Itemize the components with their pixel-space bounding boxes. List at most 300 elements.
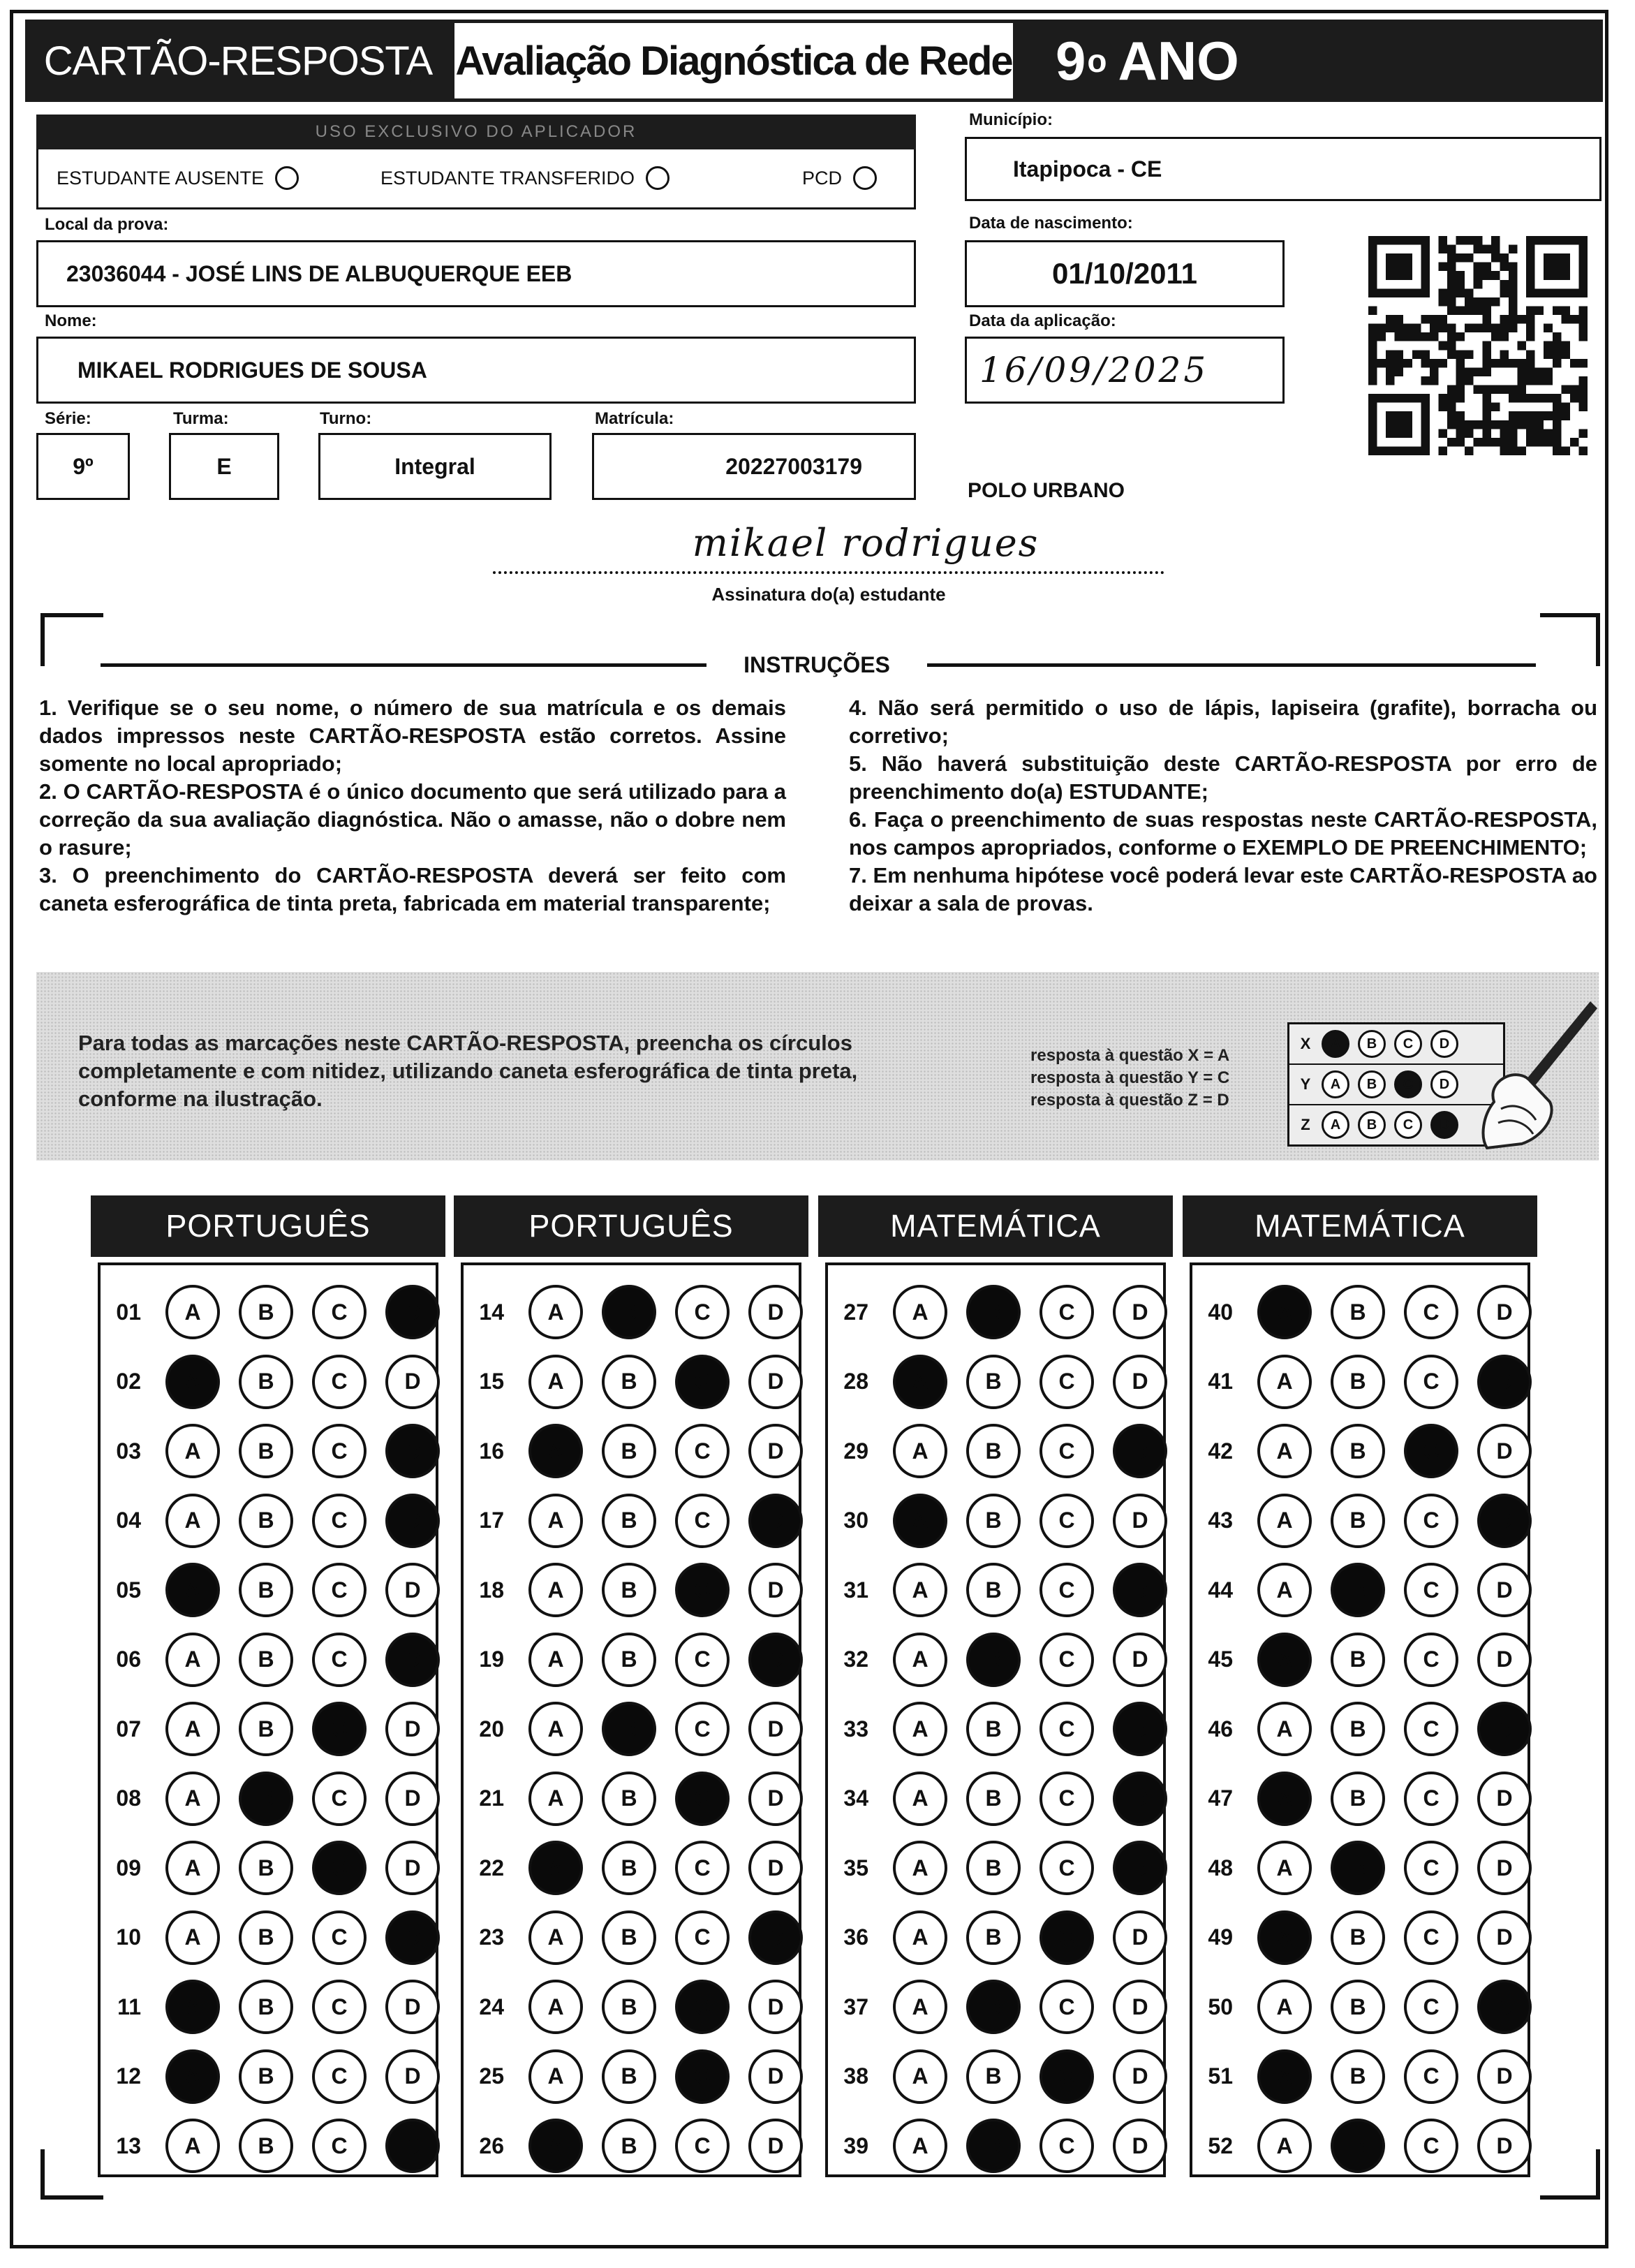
answer-bubble-b[interactable]: B (239, 1285, 293, 1339)
answer-bubble-b[interactable]: B (1331, 2119, 1385, 2173)
answer-bubble-a[interactable]: A (893, 1494, 947, 1548)
answer-bubble-c[interactable]: C (675, 1702, 730, 1756)
answer-bubble-c[interactable]: C (675, 1494, 730, 1548)
pcd-label: PCD (802, 167, 843, 189)
answer-bubble-b[interactable]: B (239, 1633, 293, 1687)
answer-bubble-d[interactable]: D (1477, 2049, 1532, 2104)
answer-bubble-a[interactable]: A (528, 1494, 583, 1548)
answer-bubble-a[interactable]: A (165, 1563, 220, 1617)
answer-bubble-b[interactable]: B (602, 1841, 656, 1895)
answer-bubble-d[interactable]: D (748, 1355, 803, 1409)
question-number: 13 (116, 2133, 141, 2158)
question-number: 38 (843, 2063, 868, 2089)
answer-bubble-b[interactable]: B (966, 1910, 1021, 1965)
answer-bubble-d[interactable]: D (748, 1563, 803, 1617)
question-number: 42 (1208, 1438, 1233, 1464)
answer-bubble-a[interactable]: A (165, 1772, 220, 1826)
answer-bubble-b[interactable]: B (602, 2119, 656, 2173)
answer-bubble-c[interactable]: C (312, 1841, 367, 1895)
answer-bubble-d[interactable]: D (1477, 1841, 1532, 1895)
example-bubble-a: A (1322, 1111, 1349, 1139)
corner-mark-top-right (1540, 613, 1600, 666)
instructions-column-left (39, 694, 786, 918)
answer-bubble-b[interactable]: B (602, 1772, 656, 1826)
answer-bubble-b[interactable]: B (239, 1841, 293, 1895)
answer-bubble-a[interactable]: A (528, 1772, 583, 1826)
answer-bubble-d[interactable]: D (748, 1285, 803, 1339)
answer-bubble-d[interactable]: D (1113, 2119, 1167, 2173)
answer-bubble-d[interactable]: D (1113, 1424, 1167, 1478)
grade-ordinal: o (1087, 43, 1107, 79)
answer-bubble-a[interactable]: A (165, 1841, 220, 1895)
answer-bubble-d[interactable]: D (1113, 1355, 1167, 1409)
answer-bubble-c[interactable]: C (1040, 1494, 1094, 1548)
answer-bubble-b[interactable]: B (966, 1494, 1021, 1548)
answer-bubble-a[interactable]: A (165, 1355, 220, 1409)
question-row (105, 1698, 440, 1760)
answer-bubble-c[interactable]: C (312, 1702, 367, 1756)
answer-bubble-b[interactable]: B (602, 2049, 656, 2104)
example-row-key: Z (1301, 1116, 1310, 1133)
municipality-field: Itapipoca - CE (965, 137, 1601, 201)
question-number: 09 (116, 1855, 141, 1880)
answer-bubble-d[interactable]: D (1113, 2049, 1167, 2104)
answer-bubble-d[interactable]: D (1477, 1494, 1532, 1548)
question-number: 21 (479, 1785, 504, 1811)
answer-bubble-b[interactable]: B (1331, 1910, 1385, 1965)
answer-bubble-a[interactable]: A (528, 1841, 583, 1895)
answer-bubble-b[interactable]: B (602, 1633, 656, 1687)
answer-bubble-b[interactable]: B (1331, 1563, 1385, 1617)
answer-bubble-a[interactable]: A (165, 1910, 220, 1965)
example-row (1289, 1024, 1503, 1065)
answer-bubble-c[interactable]: C (1040, 1424, 1094, 1478)
question-number: 17 (479, 1508, 504, 1533)
answer-bubble-a[interactable]: A (165, 1980, 220, 2034)
answer-bubble-d[interactable]: D (385, 1841, 440, 1895)
polo-label: POLO URBANO (968, 479, 1125, 502)
answer-bubble-b[interactable]: B (966, 1702, 1021, 1756)
answer-bubble-b[interactable]: B (966, 1285, 1021, 1339)
answer-bubble-d[interactable]: D (748, 1494, 803, 1548)
answer-bubble-b[interactable]: B (1331, 1980, 1385, 2034)
question-number: 24 (479, 1994, 504, 2019)
answer-bubble-c[interactable]: C (675, 1772, 730, 1826)
answer-bubble-a[interactable]: A (1257, 2049, 1312, 2104)
answer-bubble-d[interactable]: D (1477, 1285, 1532, 1339)
question-row (105, 1628, 440, 1691)
answer-bubble-b[interactable]: B (966, 1424, 1021, 1478)
question-number: 11 (117, 1994, 141, 2019)
answer-bubble-a[interactable]: A (1257, 2119, 1312, 2173)
question-number: 04 (116, 1508, 141, 1533)
answer-bubble-c[interactable]: C (1404, 1563, 1458, 1617)
answer-bubble-d[interactable]: D (385, 1910, 440, 1965)
question-row (832, 1906, 1167, 1969)
question-row (468, 1489, 803, 1552)
answer-bubble-c[interactable]: C (1404, 2049, 1458, 2104)
answer-bubble-b[interactable]: B (966, 1841, 1021, 1895)
answer-bubble-a[interactable]: A (528, 1980, 583, 2034)
answer-bubble-c[interactable]: C (1040, 1633, 1094, 1687)
answer-bubble-d[interactable]: D (748, 1910, 803, 1965)
answer-bubble-c[interactable]: C (675, 1355, 730, 1409)
answer-bubble-c[interactable]: C (312, 1355, 367, 1409)
answer-bubble-b[interactable]: B (1331, 1841, 1385, 1895)
exam-title: Avaliação Diagnóstica de Rede (451, 20, 1016, 102)
answer-bubble-d[interactable]: D (748, 1980, 803, 2034)
answer-bubble-c[interactable]: C (1404, 1424, 1458, 1478)
question-row (468, 1906, 803, 1969)
answer-bubble-c[interactable]: C (675, 1633, 730, 1687)
answer-bubble-a[interactable]: A (893, 2049, 947, 2104)
answer-bubble-c[interactable]: C (1404, 1702, 1458, 1756)
answer-bubble-d[interactable]: D (1113, 1494, 1167, 1548)
question-number: 22 (479, 1855, 504, 1880)
answer-bubble-d[interactable]: D (748, 1633, 803, 1687)
answer-bubble-a[interactable]: A (1257, 1841, 1312, 1895)
instruction-item: 3. O preenchimento do CARTÃO-RESPOSTA deverá ser feito com caneta esferográfica de tinta preta, fabricada em material transparente; (39, 863, 786, 915)
answer-bubble-d[interactable]: D (748, 2049, 803, 2104)
answer-bubble-b[interactable]: B (1331, 1355, 1385, 1409)
answer-bubble-d[interactable]: D (1477, 1772, 1532, 1826)
answer-bubble-c[interactable]: C (1040, 1772, 1094, 1826)
answer-bubble-d[interactable]: D (1477, 1563, 1532, 1617)
signature-line (493, 571, 1164, 574)
answer-bubble-a[interactable]: A (528, 1285, 583, 1339)
question-number: 02 (116, 1369, 141, 1394)
question-number: 51 (1208, 2063, 1233, 2089)
answer-bubble-b[interactable]: B (966, 1633, 1021, 1687)
answer-bubble-a[interactable]: A (893, 2119, 947, 2173)
answer-bubble-c[interactable]: C (1404, 1355, 1458, 1409)
question-row (105, 1836, 440, 1899)
answer-bubble-d[interactable]: D (1113, 1910, 1167, 1965)
answer-bubble-b[interactable]: B (239, 2049, 293, 2104)
question-number: 27 (843, 1299, 868, 1325)
answer-bubble-b[interactable]: B (602, 1424, 656, 1478)
answer-bubble-c[interactable]: C (312, 2119, 367, 2173)
absent-checkbox[interactable] (275, 166, 299, 190)
answer-bubble-d[interactable]: D (1113, 1772, 1167, 1826)
answer-bubble-b[interactable]: B (239, 1424, 293, 1478)
answer-bubble-d[interactable]: D (385, 2049, 440, 2104)
answer-bubble-a[interactable]: A (1257, 1563, 1312, 1617)
answer-bubble-b[interactable]: B (602, 1910, 656, 1965)
question-row (105, 1975, 440, 2038)
answer-bubble-c[interactable]: C (1404, 1494, 1458, 1548)
pcd-option[interactable] (802, 166, 877, 190)
answer-bubble-b[interactable]: B (966, 2049, 1021, 2104)
question-row (105, 2114, 440, 2177)
answer-bubble-c[interactable]: C (675, 1563, 730, 1617)
question-row (1197, 1698, 1532, 1760)
answer-bubble-d[interactable]: D (385, 1702, 440, 1756)
answer-bubble-c[interactable]: C (1040, 1841, 1094, 1895)
answer-bubble-a[interactable]: A (528, 1633, 583, 1687)
answer-bubble-b[interactable]: B (602, 1355, 656, 1409)
answer-bubble-c[interactable]: C (675, 1980, 730, 2034)
answer-bubble-d[interactable]: D (1113, 1563, 1167, 1617)
answer-bubble-a[interactable]: A (528, 2119, 583, 2173)
answer-bubble-d[interactable]: D (1113, 1980, 1167, 2034)
municipality-label: Município: (969, 110, 1053, 129)
series-field: 9º (36, 433, 130, 500)
qr-code-icon (1368, 236, 1588, 455)
answer-bubble-b[interactable]: B (239, 2119, 293, 2173)
answer-bubble-b[interactable]: B (239, 1910, 293, 1965)
instruction-item: 1. Verifique se o seu nome, o número de sua matrícula e os demais dados impressos neste CARTÃO-RESPOSTA estão corretos. Assine somente no local apropriado; (39, 695, 786, 776)
answer-bubble-c[interactable]: C (675, 1285, 730, 1339)
answer-bubble-b[interactable]: B (966, 1980, 1021, 2034)
answer-bubble-c[interactable]: C (1404, 1633, 1458, 1687)
answer-bubble-c[interactable]: C (1404, 1910, 1458, 1965)
answer-bubble-c[interactable]: C (312, 1563, 367, 1617)
example-bubble-d: D (1430, 1111, 1458, 1139)
answer-bubble-d[interactable]: D (1477, 1355, 1532, 1409)
name-field: MIKAEL RODRIGUES DE SOUSA (36, 337, 916, 404)
question-number: 33 (843, 1716, 868, 1742)
answer-bubble-a[interactable]: A (893, 1910, 947, 1965)
absent-option[interactable] (57, 166, 299, 190)
location-label: Local da prova: (45, 215, 169, 234)
answer-bubble-d[interactable]: D (748, 1772, 803, 1826)
answer-bubble-d[interactable]: D (748, 1424, 803, 1478)
answer-bubble-a[interactable]: A (528, 1355, 583, 1409)
answer-bubble-b[interactable]: B (1331, 1494, 1385, 1548)
question-row (105, 1489, 440, 1552)
answer-bubble-b[interactable]: B (239, 1980, 293, 2034)
question-number: 03 (116, 1438, 141, 1464)
answer-bubble-b[interactable]: B (239, 1563, 293, 1617)
answer-bubble-d[interactable]: D (1477, 2119, 1532, 2173)
answer-bubble-a[interactable]: A (165, 1633, 220, 1687)
question-number: 14 (479, 1299, 504, 1325)
question-number: 16 (479, 1438, 504, 1464)
answer-bubble-a[interactable]: A (893, 1702, 947, 1756)
answer-bubble-c[interactable]: C (1040, 2049, 1094, 2104)
answer-bubble-b[interactable]: B (1331, 1285, 1385, 1339)
answer-bubble-d[interactable]: D (385, 1494, 440, 1548)
application-date-field[interactable]: 16/09/2025 (965, 337, 1285, 404)
answer-bubble-a[interactable]: A (1257, 1980, 1312, 2034)
example-row (1289, 1105, 1503, 1144)
question-number: 41 (1208, 1369, 1233, 1394)
answer-bubble-a[interactable]: A (165, 1424, 220, 1478)
transferred-checkbox[interactable] (646, 166, 669, 190)
student-signature[interactable]: mikael rodrigues (692, 521, 1040, 565)
answer-bubble-a[interactable]: A (528, 1563, 583, 1617)
question-number: 36 (843, 1924, 868, 1950)
instructions-rule-right (927, 663, 1536, 667)
question-number: 25 (479, 2063, 504, 2089)
answer-bubble-b[interactable]: B (1331, 1633, 1385, 1687)
answer-bubble-a[interactable]: A (1257, 1355, 1312, 1409)
question-row (1197, 1836, 1532, 1899)
answer-bubble-a[interactable]: A (1257, 1424, 1312, 1478)
answer-bubble-c[interactable]: C (675, 1424, 730, 1478)
answer-bubble-b[interactable]: B (1331, 2049, 1385, 2104)
answer-bubble-d[interactable]: D (1113, 1633, 1167, 1687)
answer-bubble-a[interactable]: A (893, 1285, 947, 1339)
answer-bubble-a[interactable]: A (893, 1424, 947, 1478)
answer-bubble-d[interactable]: D (1113, 1702, 1167, 1756)
instructions-title: INSTRUÇÕES (743, 652, 890, 677)
registration-label: Matrícula: (595, 409, 674, 428)
pcd-checkbox[interactable] (853, 166, 877, 190)
answer-bubble-a[interactable]: A (893, 1633, 947, 1687)
answer-bubble-c[interactable]: C (1404, 2119, 1458, 2173)
question-row (1197, 1559, 1532, 1621)
answer-bubble-b[interactable]: B (1331, 1702, 1385, 1756)
answer-bubble-a[interactable]: A (1257, 1494, 1312, 1548)
answer-bubble-c[interactable]: C (1040, 1980, 1094, 2034)
question-number: 18 (479, 1577, 504, 1603)
answer-bubble-b[interactable]: B (966, 2119, 1021, 2173)
answer-bubble-c[interactable]: C (312, 1980, 367, 2034)
answer-bubble-b[interactable]: B (239, 1772, 293, 1826)
answer-bubble-b[interactable]: B (602, 1285, 656, 1339)
answer-bubble-c[interactable]: C (1040, 1910, 1094, 1965)
answer-bubble-d[interactable]: D (385, 1772, 440, 1826)
answer-bubble-c[interactable]: C (675, 2119, 730, 2173)
answer-bubble-b[interactable]: B (966, 1355, 1021, 1409)
answer-bubble-c[interactable]: C (312, 1772, 367, 1826)
answer-section (825, 1262, 1166, 2177)
answer-bubble-a[interactable]: A (893, 1841, 947, 1895)
answer-bubble-b[interactable]: B (239, 1702, 293, 1756)
corner-mark-top-left (40, 613, 103, 666)
grade-word: ANO (1118, 29, 1239, 91)
answer-bubble-a[interactable]: A (1257, 1772, 1312, 1826)
answer-bubble-c[interactable]: C (312, 1285, 367, 1339)
answer-bubble-c[interactable]: C (675, 2049, 730, 2104)
answer-bubble-a[interactable]: A (528, 2049, 583, 2104)
question-number: 49 (1208, 1924, 1233, 1950)
answer-bubble-b[interactable]: B (1331, 1772, 1385, 1826)
class-field: E (169, 433, 279, 500)
answer-bubble-d[interactable]: D (748, 2119, 803, 2173)
answer-bubble-d[interactable]: D (385, 1355, 440, 1409)
answer-bubble-c[interactable]: C (312, 1910, 367, 1965)
answer-bubble-d[interactable]: D (1113, 1841, 1167, 1895)
answer-bubble-d[interactable]: D (385, 1633, 440, 1687)
answer-bubble-b[interactable]: B (602, 1494, 656, 1548)
answer-bubble-d[interactable]: D (385, 1424, 440, 1478)
answer-bubble-d[interactable]: D (1477, 1633, 1532, 1687)
answer-bubble-c[interactable]: C (1040, 1285, 1094, 1339)
answer-bubble-d[interactable]: D (1477, 1980, 1532, 2034)
answer-bubble-c[interactable]: C (1040, 1702, 1094, 1756)
question-number: 19 (479, 1647, 504, 1672)
answer-bubble-a[interactable]: A (1257, 1285, 1312, 1339)
answer-bubble-a[interactable]: A (165, 1285, 220, 1339)
question-number: 07 (116, 1716, 141, 1742)
answer-bubble-a[interactable]: A (165, 2119, 220, 2173)
answer-bubble-d[interactable]: D (385, 1563, 440, 1617)
answer-bubble-c[interactable]: C (1404, 1772, 1458, 1826)
answer-bubble-c[interactable]: C (1040, 2119, 1094, 2173)
answer-bubble-a[interactable]: A (165, 1702, 220, 1756)
answer-bubble-a[interactable]: A (893, 1355, 947, 1409)
question-row (105, 1767, 440, 1830)
instructions-column-right (849, 694, 1597, 918)
answer-bubble-d[interactable]: D (385, 1980, 440, 2034)
answer-bubble-a[interactable]: A (893, 1980, 947, 2034)
answer-bubble-c[interactable]: C (675, 1910, 730, 1965)
answer-bubble-a[interactable]: A (893, 1772, 947, 1826)
question-number: 08 (116, 1785, 141, 1811)
answer-bubble-c[interactable]: C (312, 1424, 367, 1478)
question-row (1197, 2114, 1532, 2177)
answer-bubble-c[interactable]: C (1404, 1285, 1458, 1339)
card-title: CARTÃO-RESPOSTA (25, 20, 451, 102)
question-row (1197, 2045, 1532, 2108)
answer-bubble-d[interactable]: D (1477, 1702, 1532, 1756)
answer-bubble-b[interactable]: B (602, 1563, 656, 1617)
answer-bubble-b[interactable]: B (966, 1772, 1021, 1826)
answer-bubble-d[interactable]: D (385, 1285, 440, 1339)
answer-bubble-b[interactable]: B (239, 1355, 293, 1409)
answer-bubble-a[interactable]: A (893, 1563, 947, 1617)
answer-bubble-c[interactable]: C (1040, 1355, 1094, 1409)
answer-bubble-c[interactable]: C (1040, 1563, 1094, 1617)
question-row (1197, 1350, 1532, 1413)
answer-bubble-c[interactable]: C (1404, 1841, 1458, 1895)
example-bubble-d: D (1430, 1030, 1458, 1058)
transferred-label: ESTUDANTE TRANSFERIDO (380, 167, 635, 189)
question-number: 46 (1208, 1716, 1233, 1742)
answer-bubble-a[interactable]: A (528, 1424, 583, 1478)
question-number: 15 (479, 1369, 504, 1394)
answer-bubble-d[interactable]: D (385, 2119, 440, 2173)
answer-bubble-a[interactable]: A (165, 1494, 220, 1548)
answer-bubble-a[interactable]: A (528, 1910, 583, 1965)
answer-bubble-c[interactable]: C (312, 1633, 367, 1687)
corner-mark-bottom-right (1540, 2149, 1600, 2200)
absent-label: ESTUDANTE AUSENTE (57, 167, 265, 189)
question-number: 43 (1208, 1508, 1233, 1533)
answer-bubble-b[interactable]: B (239, 1494, 293, 1548)
answer-bubble-b[interactable]: B (602, 1980, 656, 2034)
signature-label: Assinatura do(a) estudante (711, 584, 946, 605)
answer-bubble-d[interactable]: D (1113, 1285, 1167, 1339)
question-number: 48 (1208, 1855, 1233, 1880)
answer-bubble-c[interactable]: C (312, 1494, 367, 1548)
answer-section (98, 1262, 438, 2177)
question-row (468, 1420, 803, 1482)
answer-bubble-a[interactable]: A (1257, 1702, 1312, 1756)
transferred-option[interactable] (380, 166, 669, 190)
answer-bubble-a[interactable]: A (1257, 1633, 1312, 1687)
answer-bubble-b[interactable]: B (602, 1702, 656, 1756)
answer-bubble-d[interactable]: D (748, 1841, 803, 1895)
answer-bubble-d[interactable]: D (1477, 1910, 1532, 1965)
shift-field: Integral (318, 433, 552, 500)
answer-bubble-a[interactable]: A (528, 1702, 583, 1756)
answer-bubble-c[interactable]: C (312, 2049, 367, 2104)
answer-bubble-a[interactable]: A (165, 2049, 220, 2104)
answer-bubble-c[interactable]: C (675, 1841, 730, 1895)
answer-bubble-b[interactable]: B (1331, 1424, 1385, 1478)
answer-bubble-c[interactable]: C (1404, 1980, 1458, 2034)
question-row (832, 1559, 1167, 1621)
question-row (1197, 1281, 1532, 1343)
answer-bubble-a[interactable]: A (1257, 1910, 1312, 1965)
answer-bubble-b[interactable]: B (966, 1563, 1021, 1617)
answer-bubble-d[interactable]: D (1477, 1424, 1532, 1478)
answer-bubble-d[interactable]: D (748, 1702, 803, 1756)
